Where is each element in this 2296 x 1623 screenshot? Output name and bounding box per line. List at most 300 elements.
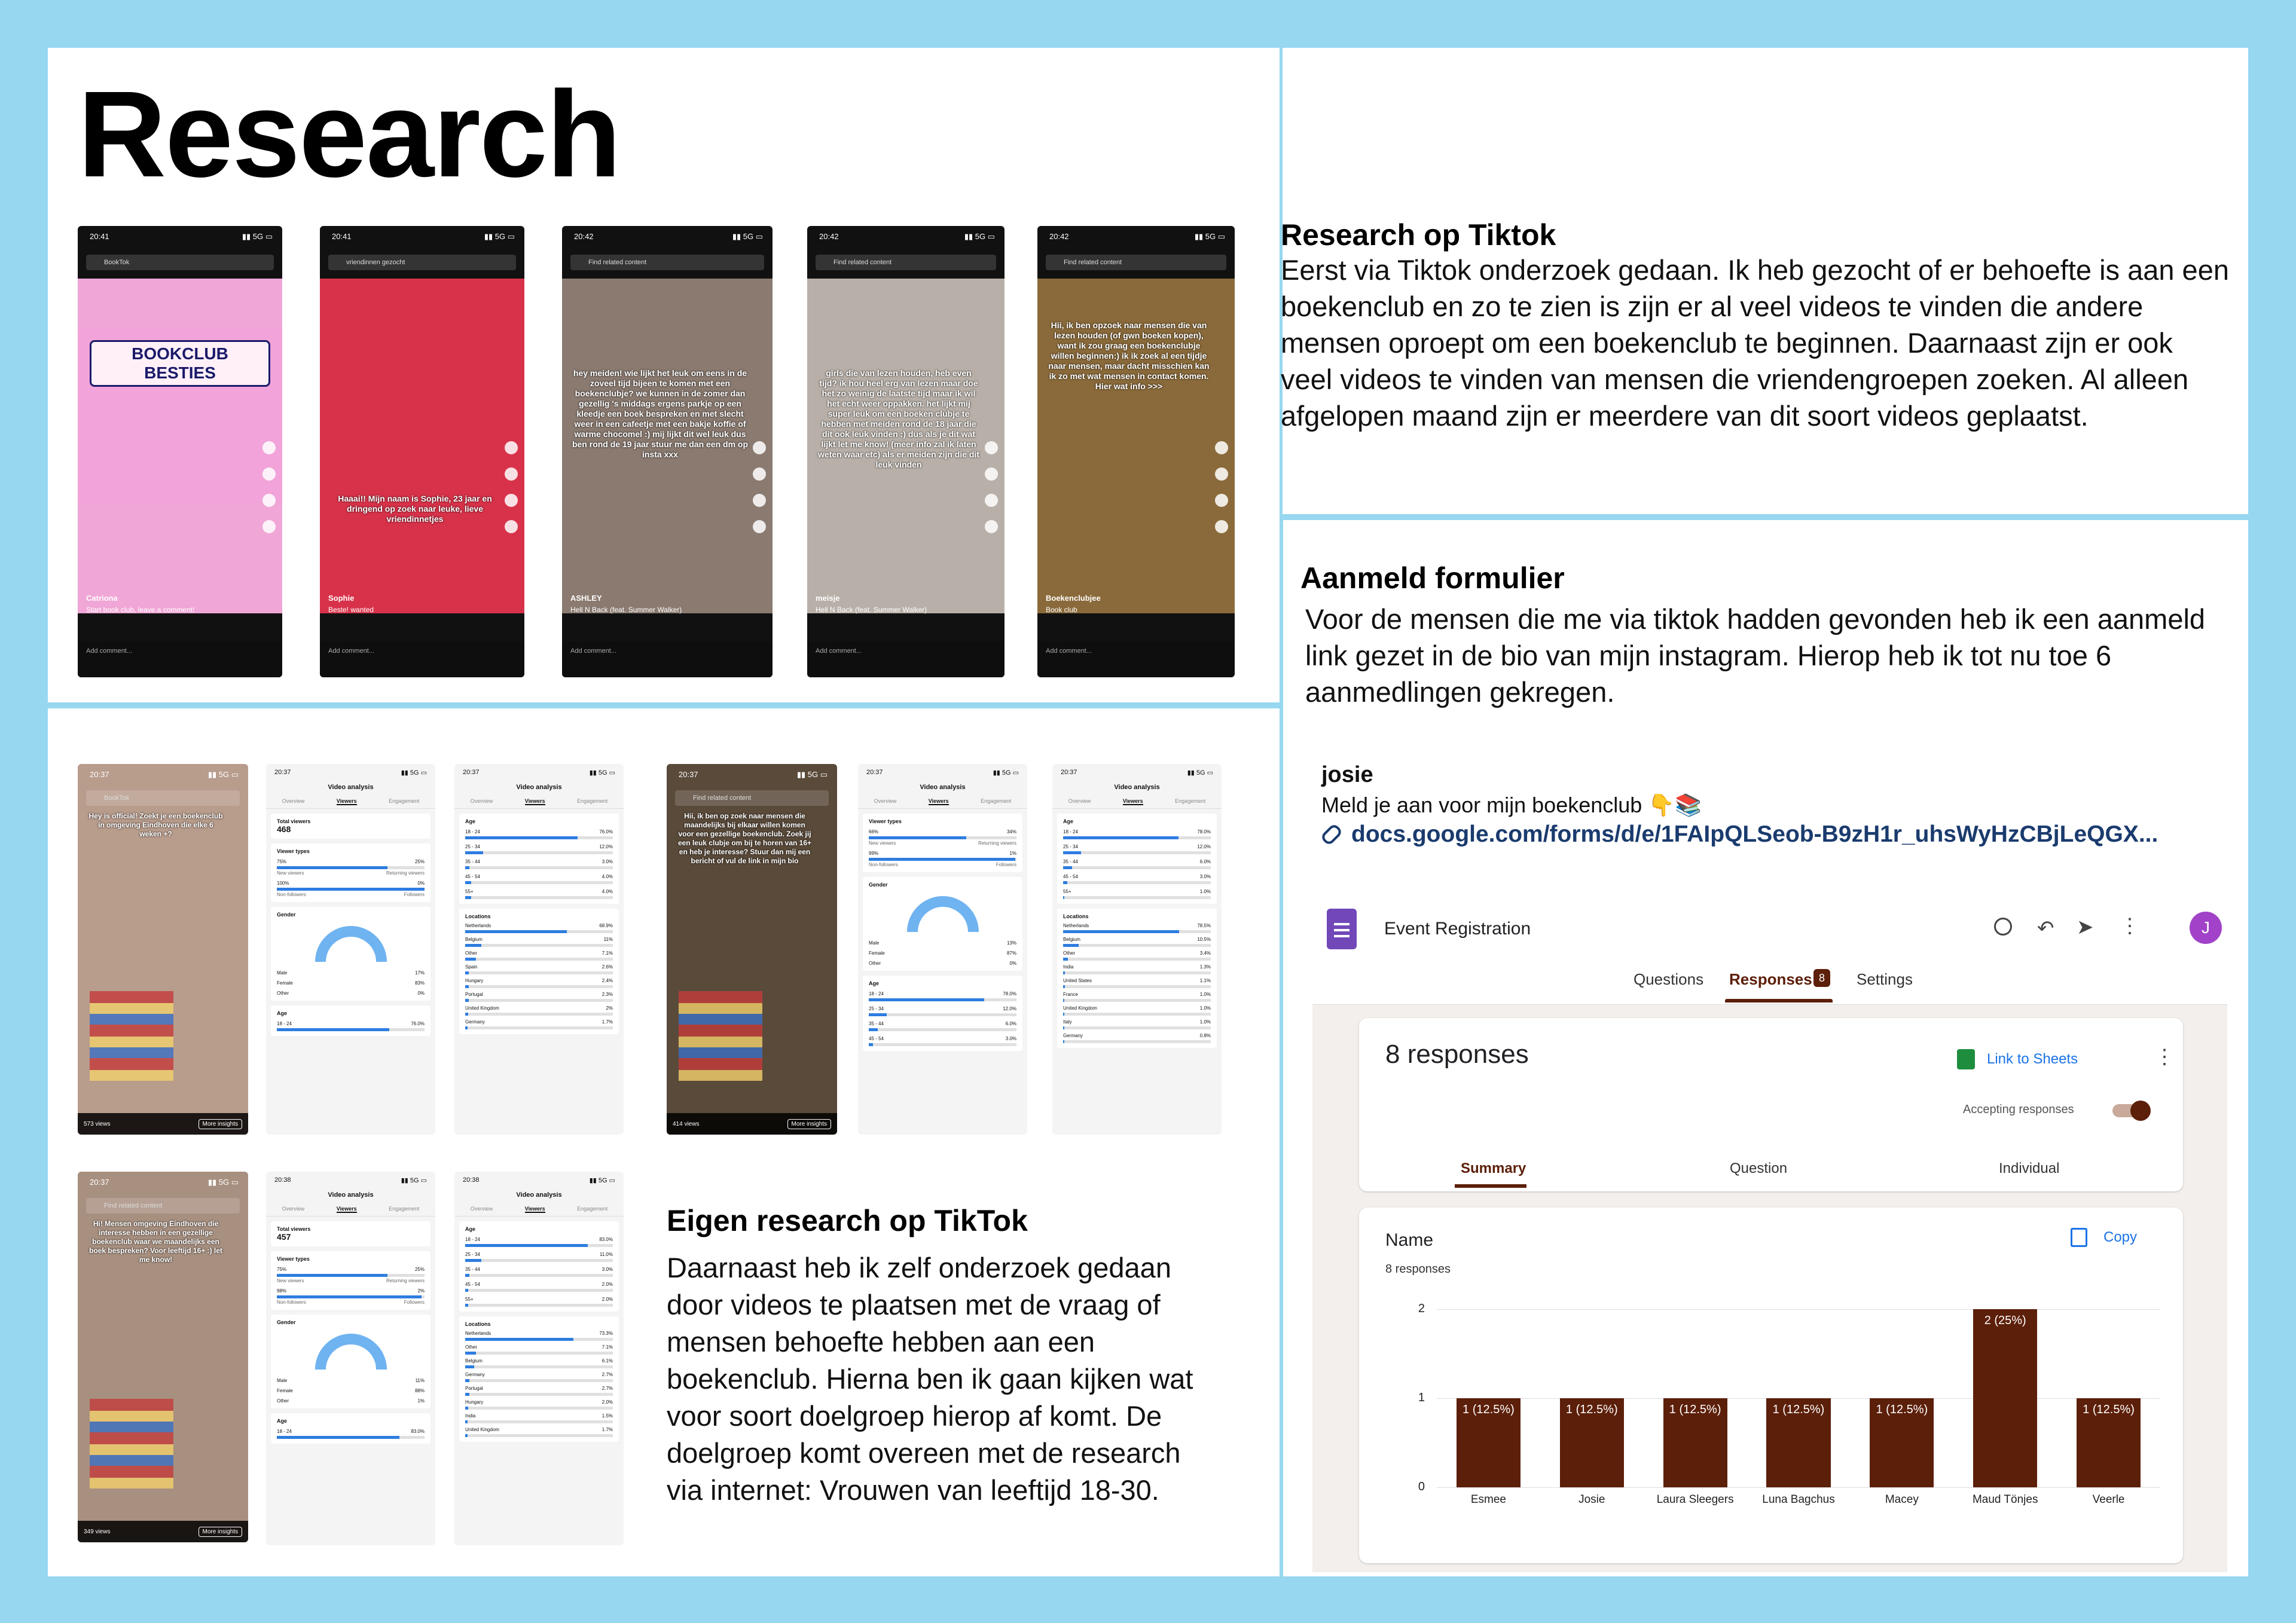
viewer-type-label: Non-followers [277,892,306,897]
location-bar [465,1379,613,1382]
tab-engagement[interactable]: Engagement [389,798,420,804]
signal-icon: ▮▮ 5G ▭ [589,769,615,777]
tab-overview[interactable]: Overview [470,798,493,804]
signal-icon: ▮▮ 5G ▭ [1187,769,1213,777]
video-author[interactable]: meisje [816,594,840,603]
location-bar [465,1434,613,1437]
age-value: 3.0% [1199,874,1211,879]
viewer-type-row [277,881,425,886]
card-menu-icon[interactable]: ⋮ [2154,1046,2175,1068]
location-row [465,1344,613,1350]
gender-value: 87% [1006,950,1016,956]
location-row [465,1331,613,1336]
tab-overview[interactable]: Overview [282,798,305,804]
tiktok-research-heading: Research op Tiktok [1281,218,1556,252]
share-icon[interactable] [262,520,276,533]
x-tick-label: Veerle [2092,1493,2125,1506]
add-comment-input[interactable]: Add comment... [86,647,133,655]
comment-bar[interactable] [562,641,773,677]
phone-status-bar [454,764,624,781]
age-bar [465,1304,613,1307]
age-range: 35 - 44 [465,1267,480,1272]
gender-row [277,1378,425,1383]
x-tick-label: Laura Sleegers [1656,1493,1734,1506]
gender-value: 1% [417,1398,425,1404]
tab-settings[interactable]: Settings [1857,970,1913,988]
video-caption: Hi! Mensen omgeving Eindhoven die interesse hebben in een gezellige boekenclub waar we maandelijks een boek bespreken? Voor leeftijd 16+ :) let me know! [89,1219,222,1264]
link-to-sheets-button[interactable]: Link to Sheets [1987,1051,2078,1067]
age-bar [465,1244,613,1247]
age-range: 35 - 44 [1063,859,1078,864]
tab-overview[interactable]: Overview [282,1206,305,1212]
age-row [465,1297,613,1302]
signal-icon: ▮▮ 5G ▭ [732,232,763,241]
screen-title: Video analysis [516,784,562,791]
own-research-section [667,1203,1223,1509]
location-bar [465,944,613,947]
viewer-type-label: Followers [404,1300,425,1305]
age-label: Age [465,1226,476,1232]
comment-icon[interactable] [985,467,998,481]
location-row [465,1019,613,1025]
age-range: 55+ [465,1297,474,1302]
tab-engagement[interactable]: Engagement [1175,798,1206,804]
viewer-type-value: 25% [414,1267,425,1272]
video-footer [78,1113,248,1135]
search-input[interactable]: BookTok [86,255,274,270]
location-name: India [465,1413,476,1419]
age-value: 2.0% [602,1282,613,1287]
age-range: 25 - 34 [1063,844,1078,849]
bookmark-icon[interactable] [985,494,998,507]
video-author[interactable]: Catriona [86,594,118,603]
age-row [277,1429,425,1434]
tab-viewers[interactable]: Viewers [524,798,545,804]
location-name: United Kingdom [465,1005,499,1011]
phone-status-bar [1049,232,1225,242]
age-card [459,814,619,904]
location-value: 2.0% [602,1399,613,1405]
age-bar [277,1028,425,1031]
age-row [277,1021,425,1026]
viewer-type-value: 25% [414,859,425,864]
bar-data-label: 1 (12.5%) [1565,1403,1618,1416]
viewer-type-labels [869,840,1016,846]
comment-bar[interactable] [78,641,282,677]
location-row [1063,964,1211,970]
subtab-individual[interactable]: Individual [1999,1160,2060,1176]
gender-card [271,1315,430,1408]
tab-questions[interactable]: Questions [1634,970,1704,988]
age-value: 83.0% [599,1237,613,1242]
phone-time: 20:41 [90,232,109,241]
bookmark-icon[interactable] [262,494,276,507]
age-bar [1063,851,1211,854]
age-value: 6.0% [1199,859,1211,864]
age-bar [869,998,1016,1001]
age-range: 35 - 44 [869,1021,884,1026]
share-icon[interactable] [1215,520,1228,533]
age-bar [869,1013,1016,1016]
age-range: 18 - 24 [277,1021,292,1026]
undo-icon[interactable]: ↶ [2037,917,2054,940]
location-value: 1.7% [602,1019,613,1025]
like-icon[interactable] [985,441,998,454]
viewer-type-row [869,851,1016,856]
comment-bar[interactable] [807,641,1004,677]
viewer-type-label: New viewers [277,870,304,876]
video-frame[interactable] [807,279,1004,613]
location-row [465,1413,613,1419]
accepting-toggle[interactable] [2112,1104,2148,1117]
more-insights-button[interactable]: More insights [787,1119,831,1129]
age-row [465,1237,613,1242]
age-row [869,1006,1016,1011]
signal-icon: ▮▮ 5G ▭ [484,232,515,241]
age-card [1057,814,1217,904]
age-bar [465,896,613,899]
tab-engagement[interactable]: Engagement [577,798,608,804]
add-comment-input[interactable]: Add comment... [328,647,375,655]
tab-overview[interactable]: Overview [470,1206,493,1212]
viewer-type-labels [277,1300,425,1305]
search-input[interactable]: Find related content [816,255,996,270]
location-bar [465,1393,613,1396]
age-range: 55+ [1063,889,1071,894]
like-icon[interactable] [1215,441,1228,454]
locations-label: Locations [465,913,491,919]
subtab-question[interactable]: Question [1730,1160,1788,1176]
location-bar [465,985,613,988]
video-frame[interactable] [78,279,282,613]
question-card [1359,1208,2183,1563]
age-label: Age [1063,818,1074,824]
locations-label: Locations [465,1321,491,1327]
video-analysis-screen [266,1172,435,1545]
video-author[interactable]: ASHLEY [570,594,602,603]
search-input[interactable]: Find related content [1046,255,1226,270]
action-sidebar [262,441,276,533]
signal-icon: ▮▮ 5G ▭ [964,232,995,241]
more-insights-button[interactable]: More insights [199,1119,242,1129]
search-input[interactable]: Find related content [675,790,829,806]
age-value: 1.0% [1199,889,1211,894]
tab-viewers[interactable]: Viewers [524,1206,545,1212]
video-frame[interactable] [1037,279,1235,613]
comment-icon[interactable] [262,467,276,481]
location-row [465,1005,613,1011]
location-row [1063,950,1211,956]
location-value: 1.3% [1199,964,1211,970]
location-value: 7.1% [602,950,613,956]
total-viewers-card [271,1221,430,1246]
subtab-summary[interactable]: Summary [1461,1160,1526,1176]
gender-value: 83% [414,980,425,986]
action-sidebar [504,441,518,533]
video-footer [667,1113,837,1135]
video-analysis-screen [454,1172,624,1545]
x-tick-label: Macey [1885,1493,1919,1506]
signal-icon: ▮▮ 5G ▭ [207,770,239,779]
screen-title: Video analysis [920,784,966,791]
tab-responses[interactable]: Responses [1729,970,1812,988]
avatar[interactable]: J [2190,912,2222,944]
search-input[interactable]: Find related content [86,1198,240,1214]
palette-icon[interactable] [1994,918,2012,936]
viewer-types-label: Viewer types [277,1256,310,1262]
location-value: 1.5% [602,1413,613,1419]
phone-time: 20:37 [679,770,698,779]
video-analysis-screen [454,764,624,1135]
age-bar [465,1289,613,1292]
location-bar [465,1338,613,1341]
location-bar [1063,999,1211,1002]
location-row [465,1427,613,1432]
location-value: 2.4% [602,978,613,983]
location-name: Germany [465,1372,485,1377]
gender-name: Male [277,970,288,976]
more-menu-icon[interactable]: ⋮ [2120,915,2140,937]
age-value: 78.0% [1003,991,1016,997]
location-name: United States [1063,978,1092,983]
location-bar [1063,930,1211,933]
gridline [1437,1309,2160,1310]
viewer-types-label: Viewer types [869,818,902,824]
gender-row [277,1388,425,1393]
like-icon[interactable] [753,441,766,454]
phone-time: 20:42 [819,232,839,241]
age-range: 18 - 24 [869,991,884,997]
analysis-tabs [1052,798,1222,809]
age-value: 76.0% [411,1021,425,1026]
age-value: 4.0% [602,889,613,894]
age-bar [465,836,613,839]
phone-time: 20:42 [574,232,594,241]
tab-viewers[interactable]: Viewers [928,798,949,804]
poster-title: BOOKCLUB BESTIES [90,340,270,387]
age-value: 83.0% [411,1429,425,1434]
share-icon[interactable] [753,520,766,533]
x-tick-label: Esmee [1470,1493,1506,1506]
location-value: 2% [606,1005,613,1011]
age-row [465,829,613,835]
location-name: Other [465,950,478,956]
gender-donut-chart [315,926,387,962]
comment-icon[interactable] [1215,467,1228,481]
phone-status-bar [574,232,763,242]
x-tick-label: Maud Tönjes [1972,1493,2038,1506]
panel-divider-horizontal [48,702,1280,706]
action-sidebar [984,441,999,533]
signal-icon: ▮▮ 5G ▭ [401,769,427,777]
viewer-type-value: 75% [277,859,287,864]
search-input[interactable]: Find related content [570,255,764,270]
copy-button[interactable]: Copy [2103,1229,2138,1245]
book-stack [679,991,762,1081]
location-row [465,1358,613,1364]
gender-row [869,940,1016,946]
viewer-type-label: New viewers [869,840,896,846]
signal-icon: ▮▮ 5G ▭ [401,1177,427,1184]
gender-row [869,950,1016,956]
viewer-type-labels [869,862,1016,867]
viewer-type-label: Followers [996,862,1016,867]
analysis-tabs [266,798,435,809]
location-name: Hungary [465,978,484,983]
gender-value: 0% [1009,961,1016,966]
tiktok-phone-screenshot [562,226,773,677]
location-value: 1.7% [602,1427,613,1432]
bookmark-icon[interactable] [753,494,766,507]
video-caption: Hey is official! Zoekt je een boekenclub in omgeving Eindhoven die elke 6 weken +? [88,812,223,838]
viewer-type-label: Non-followers [869,862,898,867]
location-row [1063,923,1211,928]
comment-icon[interactable] [753,467,766,481]
panel-divider-vertical [1280,514,1283,1578]
video-analysis-screen [266,764,435,1135]
bar-data-label: 1 (12.5%) [1669,1403,1721,1416]
viewer-type-bar [277,1295,425,1298]
age-row [1063,844,1211,849]
location-row [1063,978,1211,983]
add-comment-input[interactable]: Add comment... [1046,647,1092,655]
gender-card [271,907,430,1001]
gender-value: 0% [417,991,425,996]
age-range: 25 - 34 [465,1252,480,1257]
age-value: 4.0% [602,874,613,879]
age-card [459,1221,619,1312]
location-value: 3.4% [1199,950,1211,956]
video-frame[interactable] [562,279,773,613]
signal-icon: ▮▮ 5G ▭ [796,770,828,779]
share-icon[interactable] [985,520,998,533]
viewer-type-label: Returning viewers [978,840,1016,846]
video-analysis-screen [858,764,1027,1135]
location-value: 2.6% [602,964,613,970]
comment-bar[interactable] [320,641,524,677]
location-row [465,923,613,928]
viewer-type-row [277,1288,425,1294]
viewer-type-label: Returning viewers [386,1278,425,1283]
viewer-types-label: Viewer types [277,848,310,854]
video-author[interactable]: Boekenclubjee [1046,594,1101,603]
location-value: 68.9% [599,923,613,928]
age-bar [465,866,613,869]
comment-icon[interactable] [505,467,518,481]
location-name: Germany [1063,1033,1083,1038]
location-row [465,1372,613,1377]
video-frame[interactable] [320,279,524,613]
forms-logo-icon [1327,909,1357,949]
location-bar [1063,971,1211,974]
location-bar [465,1365,613,1368]
add-comment-input[interactable]: Add comment... [816,647,862,655]
age-bar [465,1259,613,1262]
tab-viewers[interactable]: Viewers [336,1206,357,1212]
tab-overview[interactable]: Overview [1068,798,1091,804]
location-row [465,937,613,942]
viewer-type-bar [277,866,425,869]
bio-link[interactable]: docs.google.com/forms/d/e/1FAIpQLSeob-B9zH1r_uhsWyHzCBjLeQGX... [1351,821,2158,847]
view-count: 349 views [84,1528,111,1535]
location-bar [1063,944,1211,947]
share-icon[interactable] [505,520,518,533]
search-input[interactable]: BookTok [86,790,240,806]
gender-row [277,1398,425,1404]
phone-time: 20:38 [274,1176,291,1184]
viewer-type-value: 2% [417,1288,425,1294]
phone-status-bar [90,232,273,242]
tab-viewers[interactable]: Viewers [1122,798,1143,804]
age-bar [465,851,613,854]
location-row [465,978,613,983]
phone-status-bar [266,1172,435,1189]
video-author[interactable]: Sophie [328,594,355,603]
location-row [1063,1005,1211,1011]
like-icon[interactable] [505,441,518,454]
location-row [1063,937,1211,942]
tab-engagement[interactable]: Engagement [577,1206,608,1212]
more-insights-button[interactable]: More insights [199,1527,242,1537]
tiktok-research-section [1281,218,2231,434]
tab-engagement[interactable]: Engagement [981,798,1012,804]
age-range: 45 - 54 [465,874,480,879]
age-bar [465,1274,613,1277]
like-icon[interactable] [262,441,276,454]
send-icon[interactable]: ➤ [2077,916,2094,939]
signal-icon: ▮▮ 5G ▭ [242,232,273,241]
tab-viewers[interactable]: Viewers [336,798,357,804]
location-name: Netherlands [465,1331,491,1336]
tab-engagement[interactable]: Engagement [389,1206,420,1212]
comment-bar[interactable] [1037,641,1235,677]
gender-value: 11% [415,1378,425,1383]
age-row [465,859,613,864]
age-row [869,1036,1016,1041]
phone-status-bar [679,770,828,780]
bar-data-label: 1 (12.5%) [2083,1403,2135,1416]
bar-data-label: 1 (12.5%) [1876,1403,1928,1416]
viewer-type-row [277,859,425,864]
age-row [1063,859,1211,864]
add-comment-input[interactable]: Add comment... [570,647,617,655]
age-row [1063,889,1211,894]
panel-divider-right [1280,514,2248,518]
location-value: 11% [603,937,613,942]
search-input[interactable]: vriendinnen gezocht [328,255,516,270]
form-header [1312,894,2227,1005]
instagram-bio [1321,762,2218,848]
bar-data-label: 1 (12.5%) [1772,1403,1825,1416]
phone-time: 20:38 [463,1176,480,1184]
bookmark-icon[interactable] [1215,494,1228,507]
age-row [869,991,1016,997]
age-value: 12.0% [1197,844,1211,849]
viewer-type-value: 98% [277,1288,287,1294]
location-row [1063,1019,1211,1025]
viewer-type-label: Non-followers [277,1300,306,1305]
viewer-types-card [271,1251,430,1310]
tab-overview[interactable]: Overview [874,798,897,804]
viewer-type-label: New viewers [277,1278,304,1283]
age-row [465,889,613,894]
phone-status-bar [90,770,239,780]
phone-status-bar [858,764,1027,781]
phone-status-bar [1052,764,1222,781]
bookmark-icon[interactable] [505,494,518,507]
view-count: 414 views [673,1120,700,1127]
book-stack [90,991,173,1081]
